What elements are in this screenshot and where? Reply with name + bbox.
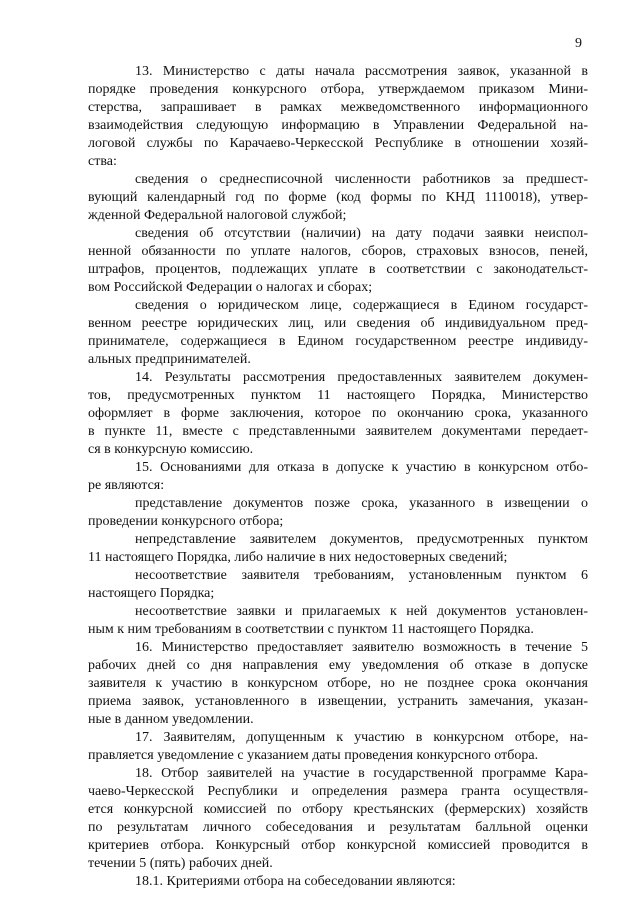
text-line: представление документов позже срока, указанного в извещении о [135,496,588,511]
text-line: непредставление заявителем документов, предусмотренных пунктом [135,532,588,547]
text-line: настоящего Порядка; [88,586,215,601]
text-line: ре являются: [88,478,165,493]
text-line: течении 5 (пять) рабочих дней. [88,856,273,871]
text-line: правляется уведомление с указанием даты проведения конкурсного отбора. [88,748,539,763]
text-line: 18.1. Критериями отбора на собеседовании являются: [135,874,456,889]
text-line: штрафов, процентов, подлежащих уплате в соответствии с законодательст- [88,262,588,277]
paragraph-p15-b [88,531,588,567]
paragraph-p13 [88,63,588,171]
text-line: венном реестре юридических лиц, или сведения об индивидуальном пред- [88,316,588,331]
text-line: в пункте 11, вместе с представленными заявителем документами передает- [88,424,588,439]
paragraph-p13-a [88,171,588,225]
paragraph-p13-c [88,297,588,369]
text-line: несоответствие заявителя требованиям, установленным пунктом 6 [135,568,588,583]
paragraph-p18-1 [88,873,588,891]
document-body [88,63,588,891]
text-line: ется конкурсной комиссией по отбору крестьянских (фермерских) хозяйств [88,802,588,817]
text-line: несоответствие заявки и прилагаемых к ней документов установлен- [135,604,588,619]
text-line: чаево-Черкесской Республики и определения размера гранта осуществля- [88,784,588,799]
text-line: ненной обязанности по уплате налогов, сборов, страховых взносов, пеней, [88,244,588,259]
text-line: 15. Основаниями для отказа в допуске к участию в конкурсном отбо- [135,460,588,475]
text-line: порядке проведения конкурсного отбора, утверждаемом приказом Мини- [88,82,588,97]
paragraph-p14 [88,369,588,459]
paragraph-p15-d [88,603,588,639]
text-line: сведения о юридическом лице, содержащиеся в Едином государст- [135,298,588,313]
text-line: 11 настоящего Порядка, либо наличие в них недостоверных сведений; [88,550,508,565]
paragraph-p18 [88,765,588,873]
text-line: 14. Результаты рассмотрения предоставленных заявителем докумен- [135,370,588,385]
text-line: вом Российской Федерации о налогах и сборах; [88,280,373,295]
text-line: проведении конкурсного отбора; [88,514,284,529]
text-line: жденной Федеральной налоговой службой; [88,208,347,223]
page-number: 9 [575,36,582,51]
text-line: ным к ним требованиям в соответствии с пунктом 11 настоящего Порядка. [88,622,534,637]
text-line: ные в данном уведомлении. [88,712,254,727]
text-line: альных предпринимателей. [88,352,251,367]
text-line: ства: [88,154,117,169]
text-line: по результатам личного собеседования и результатам балльной оценки [88,820,588,835]
text-line: стерства, запрашивает в рамках межведомственного информационного [88,100,588,115]
text-line: 18. Отбор заявителей на участие в государственной программе Кара- [135,766,588,781]
text-line: приема заявок, установленного в извещении, устранить замечания, указан- [88,694,588,709]
text-line: 13. Министерство с даты начала рассмотрения заявок, указанной в [135,64,588,79]
text-line: логовой службы по Карачаево-Черкесской Республике в отношении хозяй- [88,136,588,151]
paragraph-p13-b [88,225,588,297]
text-line: ся в конкурсную комиссию. [88,442,254,457]
text-line: 16. Министерство предоставляет заявителю возможность в течение 5 [135,640,588,655]
paragraph-p15-a [88,495,588,531]
text-line: вующий календарный год по форме (код формы по КНД 1110018), утвер- [88,190,588,205]
text-line: оформляет в форме заключения, которое по окончанию срока, указанного [88,406,588,421]
paragraph-p17 [88,729,588,765]
text-line: взаимодействия следующую информацию в Управлении Федеральной на- [88,118,588,133]
paragraph-p15 [88,459,588,495]
text-line: принимателе, содержащиеся в Едином государственном реестре индивиду- [88,334,588,349]
paragraph-p16 [88,639,588,729]
text-line: 17. Заявителям, допущенным к участию в конкурсном отборе, на- [135,730,588,745]
text-line: рабочих дней со дня направления ему уведомления об отказе в допуске [88,658,588,673]
text-line: критериев отбора. Конкурсный отбор конкурсной комиссией проводится в [88,838,588,853]
text-line: заявителя к участию в конкурсном отборе, но не позднее срока окончания [88,676,588,691]
text-line: тов, предусмотренных пунктом 11 настоящего Порядка, Министерство [88,388,588,403]
paragraph-p15-c [88,567,588,603]
text-line: сведения о среднесписочной численности работников за предшест- [135,172,588,187]
text-line: сведения об отсутствии (наличии) на дату подачи заявки неиспол- [135,226,588,241]
